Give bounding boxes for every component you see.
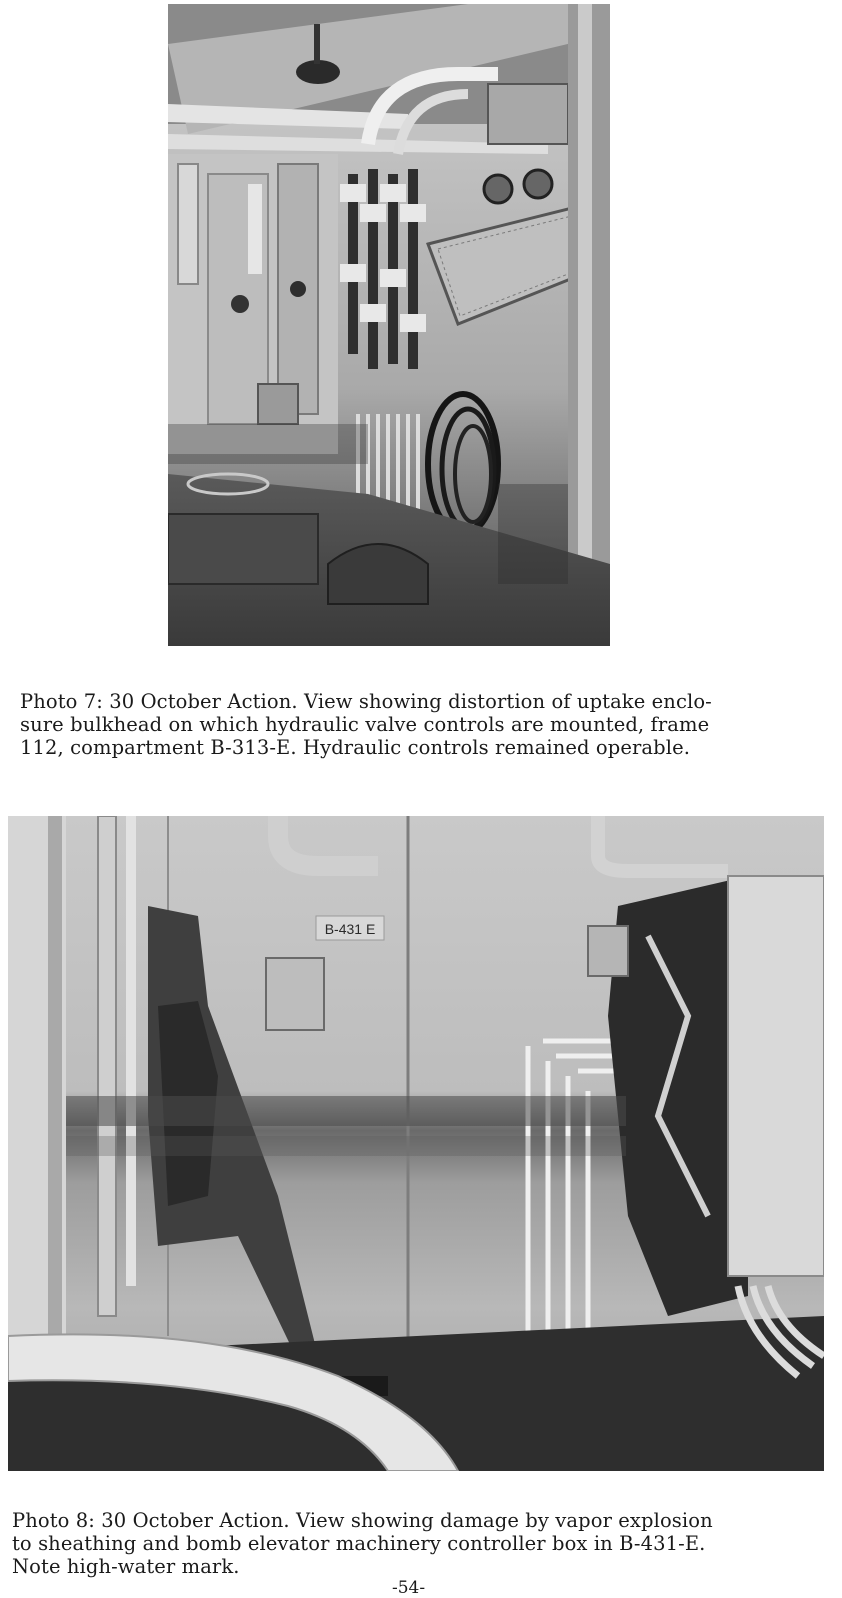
caption-line: Photo 8: 30 October Action. View showing damage by vapor explosion [12,1509,713,1532]
photo-8 [8,816,824,1471]
caption-line: Photo 7: 30 October Action. View showing distortion of uptake enclo- [20,690,712,713]
compartment-sign: B-431 E [324,921,376,937]
photo-8-caption [12,1509,834,1578]
caption-line: to sheathing and bomb elevator machinery controller box in B-431-E. [12,1532,706,1555]
photo-7-image [168,4,610,646]
caption-line: 112, compartment B-313-E. Hydraulic controls remained operable. [20,736,691,759]
photo-7-caption [20,690,832,759]
page-number: -54- [392,1578,426,1598]
caption-line: sure bulkhead on which hydraulic valve controls are mounted, frame [20,713,710,736]
caption-line: Note high-water mark. [12,1555,240,1578]
photo-7 [168,4,610,646]
photo-8-image [8,816,824,1471]
